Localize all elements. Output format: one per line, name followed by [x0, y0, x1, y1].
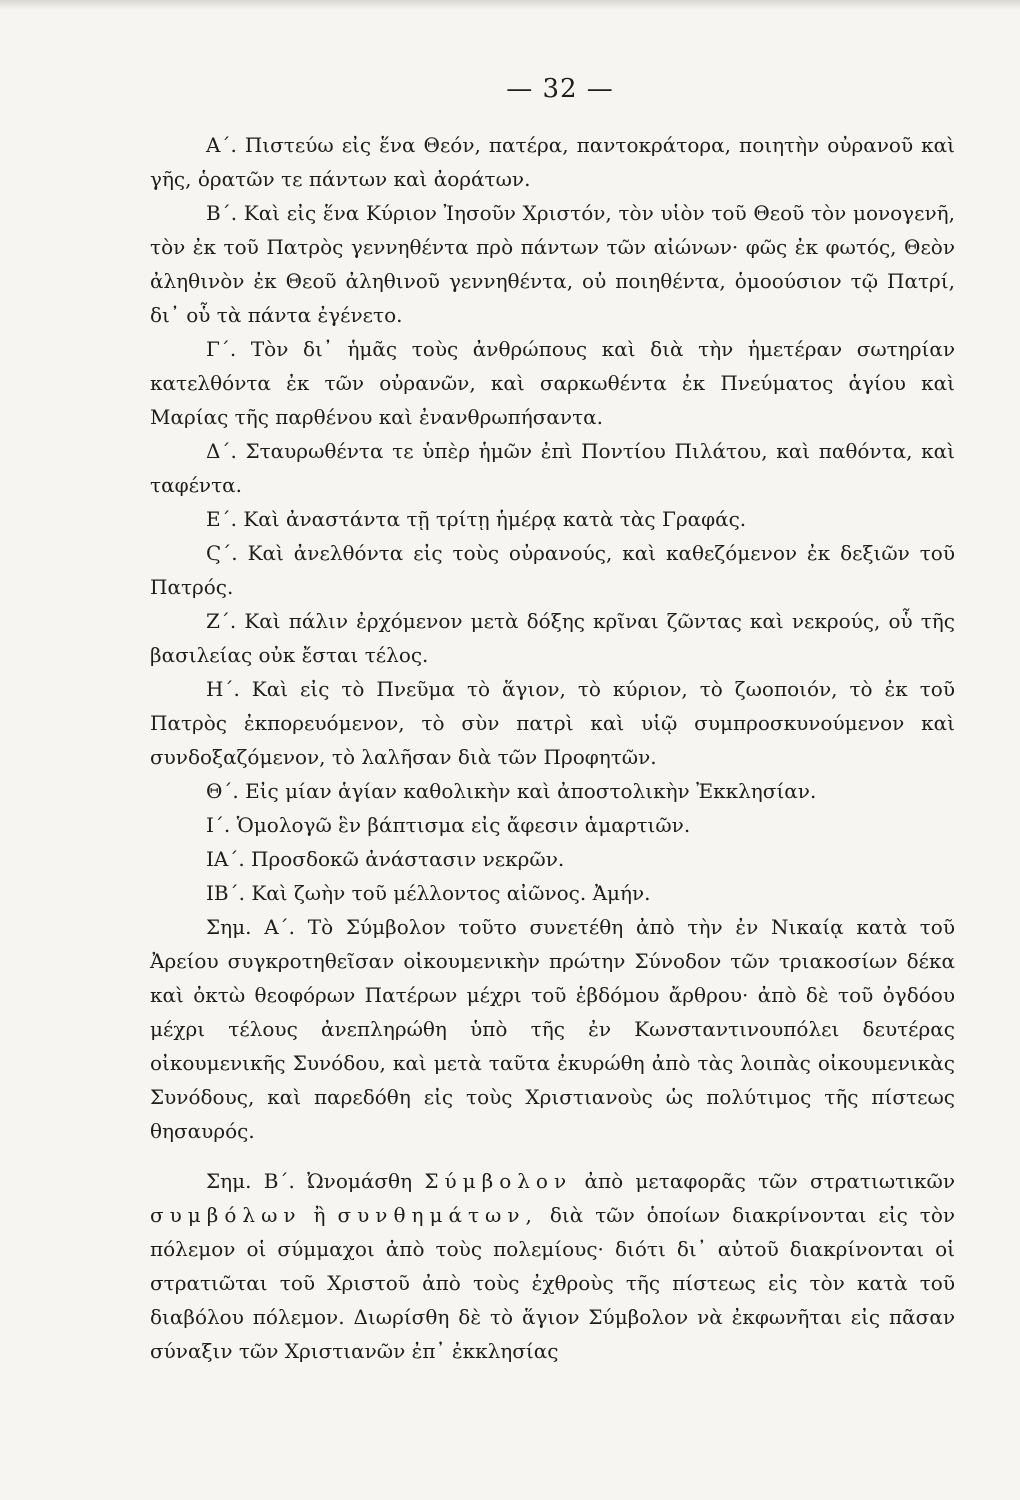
creed-article-2: Β΄. Καὶ εἰς ἕνα Κύριον Ἰησοῦν Χριστόν, τὸν υἱὸν τοῦ Θεοῦ τὸν μονογενῆ, τὸν ἐκ τοῦ Πατρὸς γεννηθέντα πρὸ πάντων τῶν αἰώνων· φῶς ἐκ φωτός, Θεὸν ἀληθινὸν ἐκ Θεοῦ ἀληθινοῦ γεννηθέντα, οὐ ποιηθέντα, ὁμοούσιον τῷ Πατρί, δι᾽ οὗ τὰ πάντα ἐγένετο.	[150, 201, 955, 327]
creed-article-8: Η΄. Καὶ εἰς τὸ Πνεῦμα τὸ ἅγιον, τὸ κύριον, τὸ ζωοποιόν, τὸ ἐκ τοῦ Πατρὸς ἐκπορευόμενον, τὸ σὺν πατρὶ καὶ υἱῷ συμπροσκυνούμενον καὶ συνδοξαζόμενον, τὸ λαλῆσαν διὰ τῶν Προφητῶν.	[150, 677, 955, 769]
note-b-or: ἢ	[313, 1203, 326, 1227]
creed-article-1: Α΄. Πιστεύω εἰς ἕνα Θεόν, πατέρα, παντοκράτορα, ποιητὴν οὐρανοῦ καὶ γῆς, ὁρατῶν τε πάντων καὶ ἀοράτων.	[150, 133, 955, 191]
creed-article-10: Ι΄. Ὁμολογῶ ἓν βάπτισμα εἰς ἄφεσιν ἁμαρτιῶν.	[206, 813, 691, 837]
note-b	[150, 1164, 955, 1368]
creed-article-12: ΙΒ΄. Καὶ ζωὴν τοῦ μέλλοντος αἰῶνος. Ἀμήν.	[206, 881, 651, 905]
creed-article-5: Ε΄. Καὶ ἀναστάντα τῇ τρίτῃ ἡμέρᾳ κατὰ τὰς Γραφάς.	[206, 507, 747, 531]
page-top-edge	[0, 0, 1020, 10]
note-b-term-symbolon-plural: συμβόλων	[150, 1203, 302, 1227]
creed-article-4: Δ΄. Σταυρωθέντα τε ὑπὲρ ἡμῶν ἐπὶ Ποντίου Πιλάτου, καὶ παθόντα, καὶ ταφέντα.	[150, 439, 955, 497]
creed-article-3: Γ΄. Τὸν δι᾽ ἡμᾶς τοὺς ἀνθρώπους καὶ διὰ τὴν ἡμετέραν σωτηρίαν κατελθόντα ἐκ τῶν οὐρανῶν, καὶ σαρκωθέντα ἐκ Πνεύματος ἁγίου καὶ Μαρίας τῆς παρθένου καὶ ἐνανθρωπήσαντα.	[150, 337, 955, 429]
page-number: — 32 —	[506, 74, 614, 104]
creed-text	[150, 128, 955, 1368]
note-b-mid: ἀπὸ μεταφορᾶς τῶν στρατιωτικῶν	[584, 1169, 956, 1193]
note-b-rest: διὰ τῶν ὁποίων διακρίνονται εἰς τὸν πόλεμον οἱ σύμμαχοι ἀπὸ τοὺς πολεμίους· διότι δι᾽ αὐτοῦ διακρίνονται οἱ στρατιῶται τοῦ Χριστοῦ ἀπὸ τοὺς ἐχθροὺς τῆς πίστεως εἰς τὸν κατὰ τοῦ διαβόλου πόλεμον. Διωρίσθη δὲ τὸ ἅγιον Σύμβολον νὰ ἐκφωνῆται εἰς πᾶσαν σύναξιν τῶν Χριστιανῶν ἐπ᾽ ἐκκλησίας	[150, 1203, 956, 1363]
note-b-term-synthemata: συνθημάτων,	[337, 1203, 538, 1227]
note-b-term-symbolon: Σύμβολον	[424, 1169, 573, 1193]
creed-article-6: Ϛ΄. Καὶ ἀνελθόντα εἰς τοὺς οὐρανούς, καὶ καθεζόμενον ἐκ δεξιῶν τοῦ Πατρός.	[150, 541, 955, 599]
note-a: Σημ. Α΄. Τὸ Σύμβολον τοῦτο συνετέθη ἀπὸ τὴν ἐν Νικαίᾳ κατὰ τοῦ Ἀρείου συγκροτηθεῖσαν οἰκουμενικὴν πρώτην Σύνοδον τῶν τριακοσίων δέκα καὶ ὀκτὼ θεοφόρων Πατέρων μέχρι τοῦ ἑβδόμου ἄρθρου· ἀπὸ δὲ τοῦ ὀγδόου μέχρι τέλους ἀνεπληρώθη ὑπὸ τῆς ἐν Κωνσταντινουπόλει δευτέρας οἰκουμενικῆς Συνόδου, καὶ μετὰ ταῦτα ἐκυρώθη ἀπὸ τὰς λοιπὰς οἰκουμενικὰς Συνόδους, καὶ παρεδόθη εἰς τοὺς Χριστιανοὺς ὡς πολύτιμος τῆς πίστεως θησαυρός.	[150, 915, 955, 1143]
creed-article-11: ΙΑ΄. Προσδοκῶ ἀνάστασιν νεκρῶν.	[206, 847, 565, 871]
creed-article-9: Θ΄. Εἰς μίαν ἁγίαν καθολικὴν καὶ ἀποστολικὴν Ἐκκλησίαν.	[206, 779, 817, 803]
creed-article-7: Ζ΄. Καὶ πάλιν ἐρχόμενον μετὰ δόξης κρῖναι ζῶντας καὶ νεκρούς, οὗ τῆς βασιλείας οὐκ ἔσται τέλος.	[150, 609, 955, 667]
note-b-intro: Σημ. Β΄. Ὠνομάσθη	[206, 1169, 413, 1193]
